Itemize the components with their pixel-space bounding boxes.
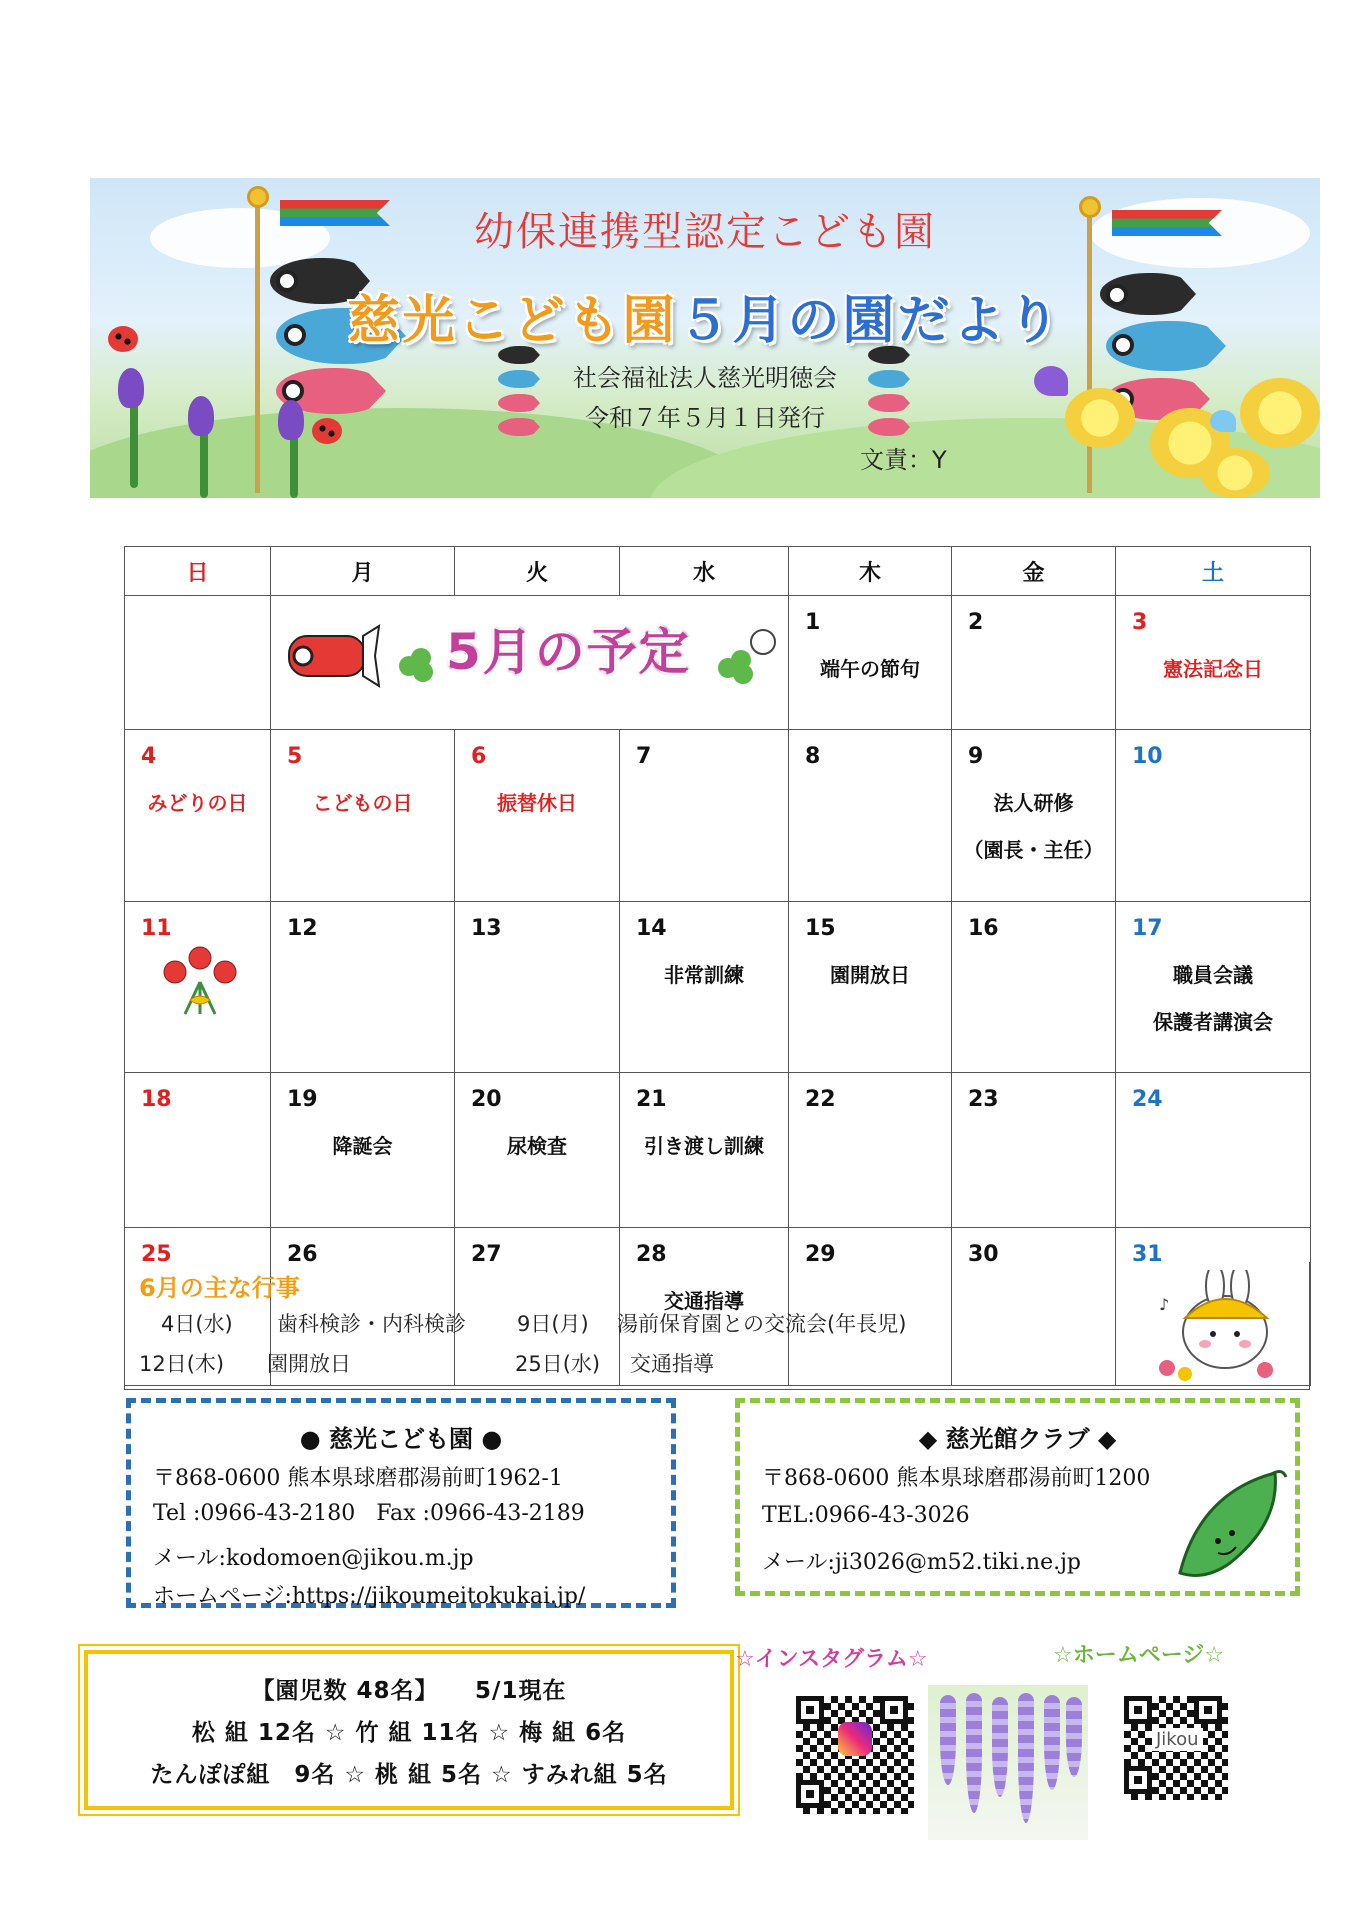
carnation-bouquet-icon	[155, 942, 245, 1022]
wisteria-cluster	[1018, 1693, 1034, 1823]
day-number: 5	[287, 743, 303, 769]
calendar-day-cell	[271, 901, 455, 1073]
day-number: 24	[1132, 1087, 1163, 1113]
june-event-name: 交通指導	[630, 1352, 714, 1376]
day-event: 尿検査	[507, 1134, 567, 1159]
qr-finder-pattern	[796, 1780, 824, 1808]
calendar-day-cell	[125, 1073, 271, 1228]
day-event: こどもの日	[312, 790, 413, 815]
svg-text:♪: ♪	[1159, 1295, 1170, 1314]
day-number: 3	[1132, 610, 1148, 635]
calendar-day-cell-empty	[125, 596, 271, 730]
day-event: 交通指導	[664, 1289, 744, 1314]
homepage-label: ☆ホームページ☆	[1053, 1643, 1225, 1668]
qr-finder-pattern	[1194, 1696, 1222, 1724]
contact-email[interactable]: メール:kodomoen@jikou.m.jp	[153, 1546, 474, 1571]
weekday-tue: 火	[455, 547, 620, 596]
club-contact-box	[735, 1398, 1300, 1596]
calendar-day-cell	[1116, 596, 1311, 730]
calendar-day-cell	[271, 1073, 455, 1228]
pea-pod-icon	[1170, 1463, 1290, 1583]
day-event: 保護者講演会	[1153, 1009, 1273, 1034]
day-number: 6	[471, 743, 487, 769]
newsletter-title	[90, 278, 1320, 353]
day-event: （園長・主任）	[963, 837, 1104, 862]
weekday-mon: 月	[271, 547, 455, 596]
day-number: 8	[805, 743, 821, 769]
day-number: 10	[1132, 743, 1163, 769]
day-number: 2	[968, 610, 984, 635]
rapeseed-flower-icon	[1200, 448, 1270, 498]
qr-finder-pattern	[1124, 1696, 1152, 1724]
contact-address: 〒868-0600 熊本県球磨郡湯前町1200	[762, 1466, 1151, 1491]
enrollment-box	[84, 1650, 734, 1810]
contact-email[interactable]: メール:ji3026@m52.tiki.ne.jp	[762, 1550, 1081, 1575]
day-event: 職員会議	[1173, 962, 1253, 987]
wisteria-cluster	[1066, 1697, 1082, 1777]
day-number: 27	[471, 1242, 502, 1268]
day-number: 15	[805, 915, 836, 941]
wisteria-cluster	[940, 1695, 956, 1785]
calendar-day-cell	[1116, 729, 1311, 901]
weekday-thu: 木	[789, 547, 952, 596]
june-event-date: 9日(月)	[517, 1312, 589, 1336]
calendar-day-cell	[789, 1073, 952, 1228]
wisteria-cluster	[966, 1693, 982, 1813]
calendar-day-cell	[455, 1073, 620, 1228]
calendar-day-cell	[125, 901, 271, 1073]
weekday-sat: 土	[1116, 547, 1311, 596]
calendar-week-row	[125, 596, 1311, 730]
day-event: 園開放日	[830, 962, 910, 987]
day-number: 31	[1132, 1242, 1163, 1268]
weekday-header-row	[125, 547, 1311, 596]
calendar-day-cell	[789, 596, 952, 730]
day-event: 非常訓練	[664, 962, 744, 987]
calendar-day-cell	[952, 729, 1116, 901]
day-number: 17	[1132, 915, 1163, 941]
day-event: 降誕会	[332, 1134, 393, 1159]
qr-finder-pattern	[796, 1696, 824, 1724]
day-number: 7	[636, 743, 652, 769]
contact-phone: TEL:0966-43-3026	[762, 1503, 970, 1528]
enrollment-classes-2: たんぽぽ組 9名 ☆ 桃 組 5名 ☆ すみれ組 5名	[150, 1762, 668, 1788]
kindergarten-contact-box	[126, 1398, 676, 1608]
may-plan-banner-cell	[271, 596, 789, 730]
contact-phone-fax: Tel :0966-43-2180 Fax :0966-43-2189	[153, 1501, 585, 1526]
calendar-day-cell	[1116, 1073, 1311, 1228]
day-number: 25	[141, 1242, 172, 1268]
calendar-day-cell	[952, 1073, 1116, 1228]
day-number: 26	[287, 1242, 318, 1268]
jikou-logo: Jikou	[1152, 1728, 1203, 1751]
day-number: 13	[471, 915, 502, 941]
enrollment-classes-1: 松 組 12名 ☆ 竹 組 11名 ☆ 梅 組 6名	[191, 1720, 627, 1746]
calendar-day-cell	[1116, 901, 1311, 1073]
author-credit: 文責：Y	[860, 446, 947, 474]
day-number: 14	[636, 915, 667, 941]
day-number: 20	[471, 1087, 502, 1113]
weekday-sun: 日	[125, 547, 271, 596]
june-event-date: 12日(木)	[139, 1352, 225, 1376]
calendar-day-cell	[620, 729, 789, 901]
calendar-week-row	[125, 1073, 1311, 1228]
june-event-name: 湯前保育園との交流会(年長児)	[617, 1312, 907, 1336]
issue-date: 令和７年５月１日発行	[585, 404, 825, 432]
carp-streamer-icon	[289, 626, 379, 686]
weekday-wed: 水	[620, 547, 789, 596]
day-event: 法人研修	[993, 790, 1074, 815]
weekday-fri: 金	[952, 547, 1116, 596]
qr-finder-pattern	[880, 1696, 908, 1724]
june-event-date: 4日(水)	[161, 1312, 233, 1336]
calendar-day-cell	[789, 901, 952, 1073]
wisteria-cluster	[1044, 1695, 1060, 1790]
title-month-newsletter: ５月の園だより	[677, 291, 1063, 351]
day-number: 9	[968, 743, 984, 769]
calendar-day-cell	[789, 729, 952, 901]
day-event: 振替休日	[497, 790, 577, 815]
instagram-icon	[838, 1722, 872, 1756]
calendar-day-cell	[455, 901, 620, 1073]
header-banner	[90, 178, 1320, 498]
june-event-name: 歯科検診・内科検診	[277, 1312, 466, 1336]
calendar-day-cell	[125, 729, 271, 901]
wisteria-cluster	[992, 1697, 1008, 1797]
day-number: 18	[141, 1087, 172, 1113]
calendar-day-cell	[455, 729, 620, 901]
day-number: 29	[805, 1242, 836, 1268]
contact-title: ● 慈光こども園 ●	[299, 1425, 503, 1453]
day-number: 11	[141, 915, 172, 941]
contact-address: 〒868-0600 熊本県球磨郡湯前町1962-1	[153, 1466, 563, 1491]
day-event: 引き渡し訓練	[644, 1134, 764, 1159]
calendar-day-cell	[620, 1073, 789, 1228]
calendar-day-cell	[952, 596, 1116, 730]
day-event: みどりの日	[147, 790, 248, 815]
day-number: 30	[968, 1242, 999, 1268]
day-number: 28	[636, 1242, 667, 1268]
clover-icon	[399, 648, 433, 682]
day-event: 端午の節句	[820, 657, 920, 681]
corporation-name: 社会福祉法人慈光明徳会	[573, 364, 837, 392]
day-number: 16	[968, 915, 999, 941]
may-calendar	[124, 546, 1311, 1386]
may-plan-heading: 5月の予定	[446, 623, 691, 681]
instagram-label: ☆インスタグラム☆	[735, 1647, 928, 1672]
qr-finder-pattern	[1124, 1766, 1152, 1794]
day-number: 4	[141, 743, 157, 769]
day-number: 23	[968, 1087, 999, 1113]
day-number: 1	[805, 610, 821, 635]
contact-title: ◆ 慈光館クラブ ◆	[918, 1425, 1117, 1453]
bunny-character-icon	[1145, 1270, 1295, 1385]
wisteria-illustration	[928, 1685, 1088, 1840]
contact-homepage-link[interactable]: ホームページ:https://jikoumeitokukai.jp/	[153, 1584, 586, 1609]
day-number: 12	[287, 915, 318, 941]
day-number: 21	[636, 1087, 667, 1113]
calendar-day-cell	[952, 901, 1116, 1073]
calendar-day-cell	[271, 729, 455, 901]
calendar-week-row	[125, 901, 1311, 1073]
june-events-title: 6月の主な行事	[139, 1274, 300, 1302]
june-events-panel	[124, 1262, 1310, 1390]
enrollment-total: 【園児数 48名】 5/1現在	[251, 1678, 567, 1704]
june-event-name: 園開放日	[267, 1352, 351, 1376]
calendar-day-cell	[620, 901, 789, 1073]
calendar-week-row	[125, 729, 1311, 901]
day-number: 19	[287, 1087, 318, 1113]
org-type-heading: 幼保連携型認定こども園	[474, 209, 936, 255]
day-number: 22	[805, 1087, 836, 1113]
day-event: 憲法記念日	[1163, 657, 1263, 681]
june-event-date: 25日(水)	[515, 1352, 601, 1376]
clover-icon	[718, 630, 775, 684]
title-school-name: 慈光こども園	[347, 291, 678, 351]
